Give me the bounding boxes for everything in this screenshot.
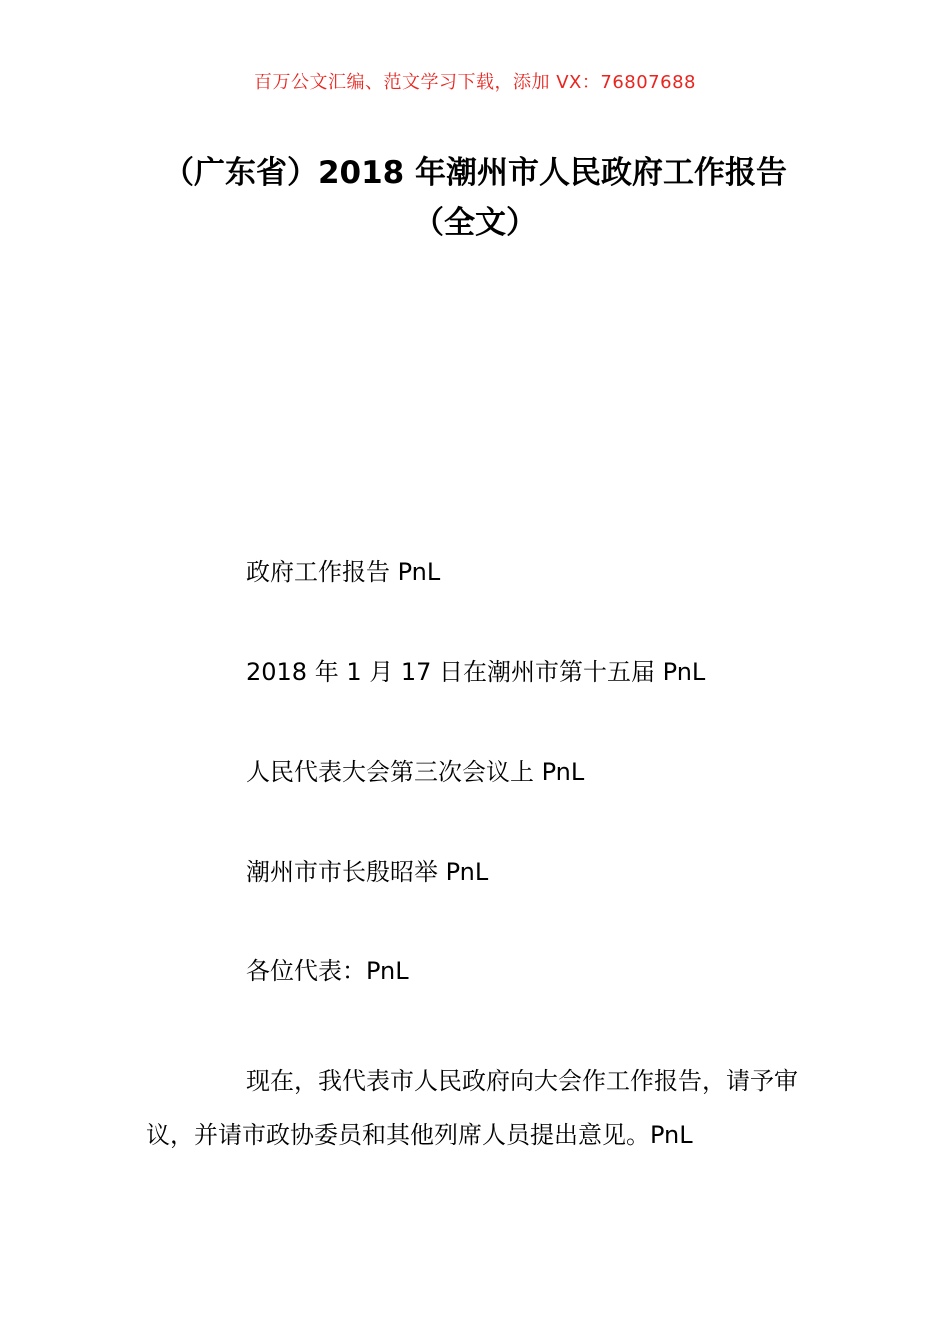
body-paragraph: 现在，我代表市人民政府向大会作工作报告，请予审议，并请市政协委员和其他列席人员提出意见。PnL [146,1067,798,1149]
date-line: 2018 年 1 月 17 日在潮州市第十五届 PnL [246,658,706,686]
document-title: （广东省）2018 年潮州市人民政府工作报告（全文） [162,155,788,241]
salutation-line: 各位代表：PnL [246,957,409,985]
report-name-line: 政府工作报告 PnL [246,558,441,586]
header-note: 百万公文汇编、范文学习下载，添加 VX：76807688 [254,72,696,93]
meeting-line: 人民代表大会第三次会议上 PnL [246,758,585,786]
speaker-line: 潮州市市长殷昭举 PnL [246,858,489,886]
